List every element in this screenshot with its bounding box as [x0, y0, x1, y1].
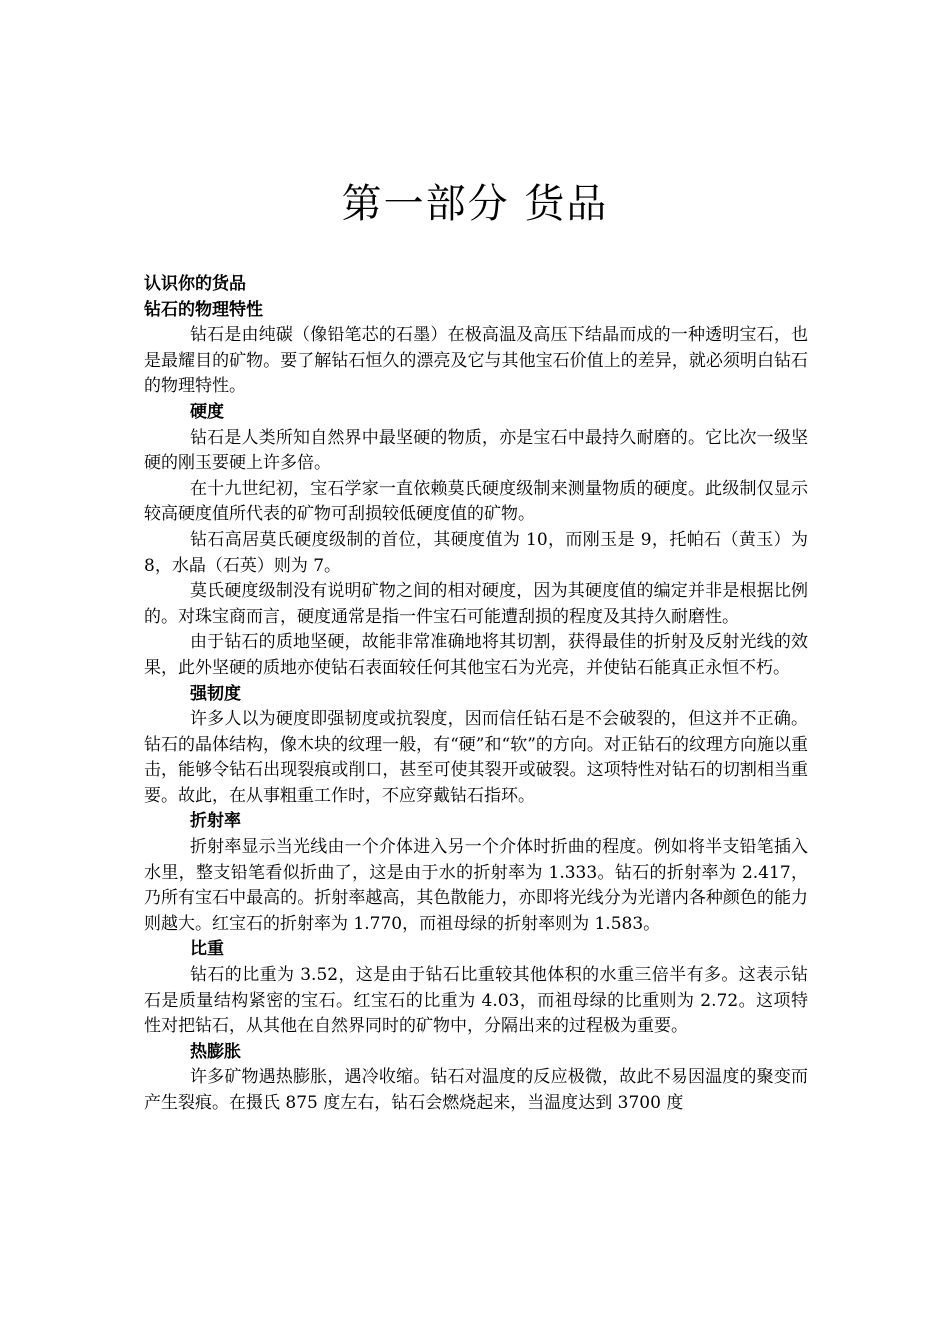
paragraph: 由于钻石的质地坚硬，故能非常准确地将其切割，获得最佳的折射及反射光线的效果，此外坚硬的质地亦使钻石表面较任何其他宝石为光亮，并使钻石能真正永恒不朽。: [144, 632, 808, 678]
document-body: [144, 272, 808, 1117]
paragraph: 钻石高居莫氏硬度级制的首位，其硬度值为 10，而刚玉是 9，托帕石（黄玉）为 8，水晶（石英）则为 7。: [144, 529, 808, 576]
paragraph: 许多人以为硬度即强韧度或抗裂度，因而信任钻石是不会破裂的，但这并不正确。钻石的晶体结构，像木块的纹理一般，有“硬”和“软”的方向。对正钻石的纹理方向施以重击，能够令钻石出现裂痕或削口，甚至可使其裂开或破裂。这项特性对钻石的切割相当重要。故此，在从事粗重工作时，不应穿戴钻石指环。: [144, 709, 808, 806]
intro-paragraph: 钻石是由纯碳（像铅笔芯的石墨）在极高温及高压下结晶而成的一种透明宝石，也是最耀目的矿物。要了解钻石恒久的漂亮及它与其他宝石价值上的差异，就必须明白钻石的物理特性。: [144, 325, 808, 397]
paragraph: 在十九世纪初，宝石学家一直依赖莫氏硬度级制来测量物质的硬度。此级制仅显示较高硬度值所代表的矿物可刮损较低硬度值的矿物。: [144, 478, 808, 525]
document-title: 第一部分 货品: [341, 181, 609, 227]
section-heading: 认识你的货品: [144, 274, 246, 294]
heading-hardness: 硬度: [190, 401, 224, 422]
paragraph: 钻石的比重为 3.52，这是由于钻石比重较其他体积的水重三倍半有多。这表示钻石是质量结构紧密的宝石。红宝石的比重为 4.03，而祖母绿的比重则为 2.72。这项特性对把钻石，从其他在自然界同时的矿物中，分隔出来的过程极为重要。: [144, 965, 808, 1037]
paragraph: 折射率显示当光线由一个介体进入另一个介体时折曲的程度。例如将半支铅笔插入水里，整支铅笔看似折曲了，这是由于水的折射率为 1.333。钻石的折射率为 2.417，乃所有宝石中最高的。折射率越高，其色散能力，亦即将光线分为光谱内各种颜色的能力则越大。红宝石的折射率为 1.770，而祖母绿的折射率则为 1.583。: [144, 837, 808, 934]
paragraph: 钻石是人类所知自然界中最坚硬的物质，亦是宝石中最持久耐磨的。它比次一级坚硬的刚玉要硬上许多倍。: [144, 427, 808, 474]
heading-refractive-index: 折射率: [190, 811, 241, 832]
heading-specific-gravity: 比重: [190, 939, 224, 960]
subsection-heading: 钻石的物理特性: [144, 299, 263, 320]
heading-thermal-expansion: 热膨胀: [190, 1041, 241, 1062]
paragraph: 许多矿物遇热膨胀，遇冷收缩。钻石对温度的反应极微，故此不易因温度的聚变而产生裂痕。在摄氏 875 度左右，钻石会燃烧起来，当温度达到 3700 度: [144, 1067, 808, 1113]
heading-toughness: 强韧度: [190, 683, 241, 704]
paragraph: 莫氏硬度级制没有说明矿物之间的相对硬度，因为其硬度值的编定并非是根据比例的。对珠宝商而言，硬度通常是指一件宝石可能遭刮损的程度及其持久耐磨性。: [144, 581, 808, 627]
